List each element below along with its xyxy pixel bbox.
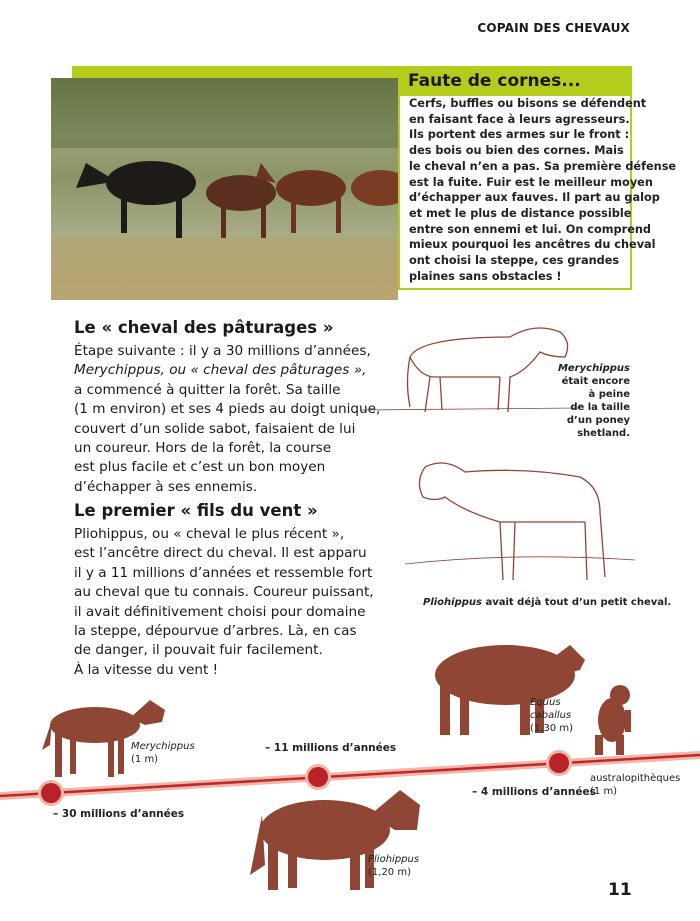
species-name: Merychippus xyxy=(131,741,195,752)
timeline-date: – 30 millions d’années xyxy=(53,808,185,820)
section-body xyxy=(74,342,381,497)
text-line: de danger, il pouvait fuir facilement. xyxy=(74,642,323,659)
text-line: À la vitesse du vent ! xyxy=(74,661,219,678)
caption-line: était encore xyxy=(561,376,630,387)
species-label xyxy=(530,696,573,735)
text-line: plaines sans obstacles ! xyxy=(409,269,562,283)
caption-line: d’un poney xyxy=(566,415,630,426)
page-number: 11 xyxy=(608,880,632,900)
text-line: des bois ou bien des cornes. Mais xyxy=(409,144,624,158)
caption-text: avait déjà tout d’un petit cheval. xyxy=(482,597,672,608)
caption-name: Pliohippus xyxy=(423,597,482,608)
text-line: ont choisi la steppe, ces grandes xyxy=(409,254,620,268)
sidebar-box-title: Faute de cornes... xyxy=(408,71,581,91)
species-name: Equus xyxy=(530,697,561,708)
text-line: mieux pourquoi les ancêtres du cheval xyxy=(409,238,656,252)
caption-line: shetland. xyxy=(577,428,630,439)
caption-line: Merychippus xyxy=(557,363,630,374)
section-heading: Le premier « fils du vent » xyxy=(74,501,318,520)
text-line: entre son ennemi et lui. On comprend xyxy=(409,222,651,236)
text-line: il avait définitivement choisi pour domaine xyxy=(74,603,366,620)
species-size: (1 m) xyxy=(131,754,159,765)
pliohippus-sketch xyxy=(405,452,635,587)
text-line: Étape suivante : il y a 30 millions d’années, xyxy=(74,343,371,359)
sidebar-box-body xyxy=(409,96,677,284)
pliohippus-caption xyxy=(423,596,671,609)
timeline-dot xyxy=(549,753,569,773)
text-line: d’échapper à ses ennemis. xyxy=(74,478,258,495)
merychippus-sketch xyxy=(360,312,580,422)
text-line: le cheval n’en a pas. Sa première défense xyxy=(409,159,677,173)
text-line: et met le plus de distance possible xyxy=(409,206,632,220)
caption-line: à peine xyxy=(588,389,630,400)
text-line: est l’ancêtre direct du cheval. Il est apparu xyxy=(74,545,367,562)
timeline-date: – 11 millions d’années xyxy=(265,742,397,754)
caption-line: de la taille xyxy=(570,402,630,413)
text-line: Cerfs, buffles ou bisons se défendent xyxy=(409,97,647,110)
timeline-date: – 4 millions d’années xyxy=(472,786,596,798)
timeline-illustration xyxy=(0,640,700,900)
species-name: Pliohippus xyxy=(368,854,420,865)
australopithecus-silhouette xyxy=(595,685,631,755)
species-size: (1,30 m) xyxy=(530,723,573,734)
text-line: Merychippus, ou « cheval des pâturages », xyxy=(74,362,367,379)
text-line: (1 m environ) et ses 4 pieds au doigt unique, xyxy=(74,401,381,418)
species-name: caballus xyxy=(530,710,572,721)
text-line: en faisant face à leurs agresseurs. xyxy=(409,112,630,126)
text-line: couvert d’un solide sabot, faisaient de lui xyxy=(74,420,356,437)
sidebar-box-header xyxy=(398,66,630,96)
text-line: est la fuite. Fuir est le meilleur moyen xyxy=(409,175,653,189)
timeline-dot xyxy=(41,783,61,803)
species-size: (1 m) xyxy=(590,786,618,797)
running-header: COPAIN DES CHEVAUX xyxy=(477,21,630,35)
species-label xyxy=(131,740,195,766)
text-line: d’échapper aux fauves. Il part au galop xyxy=(409,191,660,205)
text-line: il y a 11 millions d’années et ressemble fort xyxy=(74,564,373,581)
species-label xyxy=(368,853,419,879)
text-line: Ils portent des armes sur le front : xyxy=(409,128,630,142)
text-line: a commencé à quitter la forêt. Sa taille xyxy=(74,381,341,398)
species-size: (1,20 m) xyxy=(368,867,411,878)
merychippus-caption xyxy=(558,362,630,440)
species-name: australopithèques xyxy=(590,773,681,784)
species-label xyxy=(590,772,680,798)
galloping-horses-photo xyxy=(51,78,398,300)
text-line: la steppe, dépourvue d’arbres. Là, en cas xyxy=(74,623,357,640)
timeline-dot xyxy=(308,767,328,787)
text-line: est plus facile et c’est un bon moyen xyxy=(74,459,326,476)
text-line: au cheval que tu connais. Coureur puissant, xyxy=(74,584,374,601)
section-heading: Le « cheval des pâturages » xyxy=(74,318,334,337)
text-line: Pliohippus, ou « cheval le plus récent », xyxy=(74,526,345,542)
text-line: un coureur. Hors de la forêt, la course xyxy=(74,440,332,457)
